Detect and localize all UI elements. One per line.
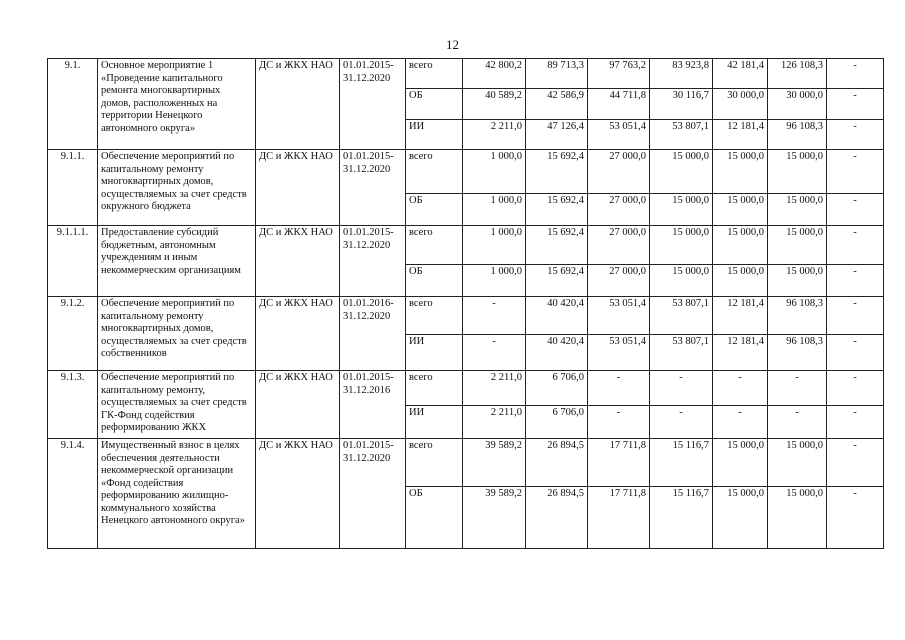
amount-cell: - bbox=[588, 371, 650, 406]
amount-cell: 12 181,4 bbox=[713, 297, 768, 335]
funding-source: ИИ bbox=[406, 406, 463, 439]
funding-source: ОБ bbox=[406, 265, 463, 297]
amount-cell: 1 000,0 bbox=[463, 194, 526, 226]
amount-cell: - bbox=[650, 406, 713, 439]
note-cell: - bbox=[827, 194, 884, 226]
amount-cell: 12 181,4 bbox=[713, 335, 768, 371]
amount-cell: 30 116,7 bbox=[650, 89, 713, 120]
funding-source: всего bbox=[406, 439, 463, 487]
amount-cell: 40 420,4 bbox=[526, 297, 588, 335]
amount-cell: 6 706,0 bbox=[526, 371, 588, 406]
amount-cell: 15 000,0 bbox=[713, 439, 768, 487]
amount-cell: 15 000,0 bbox=[768, 439, 827, 487]
amount-cell: 89 713,3 bbox=[526, 59, 588, 89]
funding-source: всего bbox=[406, 59, 463, 89]
amount-cell: 15 000,0 bbox=[768, 150, 827, 194]
note-cell: - bbox=[827, 297, 884, 335]
amount-cell: 42 586,9 bbox=[526, 89, 588, 120]
amount-cell: 15 116,7 bbox=[650, 439, 713, 487]
item-name: Имущественный взнос в целях обеспечения деятельности некоммерческой организации «Фонд содействия реформированию жилищно-коммунального хозяйства Ненецкого автономного округа» bbox=[98, 439, 256, 549]
amount-cell: 1 000,0 bbox=[463, 265, 526, 297]
item-period: 01.01.2015-31.12.2020 bbox=[340, 226, 406, 297]
table-row bbox=[48, 59, 884, 89]
note-cell: - bbox=[827, 150, 884, 194]
amount-cell: - bbox=[463, 297, 526, 335]
funding-source: ОБ bbox=[406, 194, 463, 226]
item-executor: ДС и ЖКХ НАО bbox=[256, 371, 340, 439]
amount-cell: 53 051,4 bbox=[588, 297, 650, 335]
amount-cell: 83 923,8 bbox=[650, 59, 713, 89]
item-period: 01.01.2016-31.12.2020 bbox=[340, 297, 406, 371]
amount-cell: 15 000,0 bbox=[650, 226, 713, 265]
amount-cell: 30 000,0 bbox=[768, 89, 827, 120]
note-cell: - bbox=[827, 487, 884, 549]
table-row bbox=[48, 439, 884, 487]
amount-cell: 15 000,0 bbox=[713, 265, 768, 297]
table-row bbox=[48, 371, 884, 406]
amount-cell: 53 807,1 bbox=[650, 120, 713, 150]
amount-cell: 1 000,0 bbox=[463, 226, 526, 265]
item-name: Предоставление субсидий бюджетным, автономным учреждениям и иным некоммерческим организациям bbox=[98, 226, 256, 297]
note-cell: - bbox=[827, 371, 884, 406]
amount-cell: 26 894,5 bbox=[526, 487, 588, 549]
item-code: 9.1.1. bbox=[48, 150, 98, 226]
amount-cell: 53 051,4 bbox=[588, 335, 650, 371]
item-code: 9.1. bbox=[48, 59, 98, 150]
amount-cell: - bbox=[713, 371, 768, 406]
amount-cell: - bbox=[588, 406, 650, 439]
funding-source: всего bbox=[406, 226, 463, 265]
amount-cell: 53 807,1 bbox=[650, 297, 713, 335]
amount-cell: - bbox=[768, 371, 827, 406]
amount-cell: 17 711,8 bbox=[588, 439, 650, 487]
amount-cell: 39 589,2 bbox=[463, 487, 526, 549]
amount-cell: 42 181,4 bbox=[713, 59, 768, 89]
amount-cell: 97 763,2 bbox=[588, 59, 650, 89]
amount-cell: - bbox=[768, 406, 827, 439]
item-executor: ДС и ЖКХ НАО bbox=[256, 297, 340, 371]
amount-cell: 15 000,0 bbox=[713, 194, 768, 226]
amount-cell: 15 000,0 bbox=[713, 487, 768, 549]
amount-cell: - bbox=[713, 406, 768, 439]
amount-cell: 2 211,0 bbox=[463, 120, 526, 150]
item-name: Обеспечение мероприятий по капитальному ремонту многоквартирных домов, осуществляемых за счет средств собственников bbox=[98, 297, 256, 371]
amount-cell: 15 000,0 bbox=[768, 265, 827, 297]
amount-cell: 27 000,0 bbox=[588, 194, 650, 226]
amount-cell: 40 589,2 bbox=[463, 89, 526, 120]
funding-source: ОБ bbox=[406, 487, 463, 549]
item-executor: ДС и ЖКХ НАО bbox=[256, 150, 340, 226]
amount-cell: 1 000,0 bbox=[463, 150, 526, 194]
amount-cell: 15 000,0 bbox=[768, 487, 827, 549]
amount-cell: 47 126,4 bbox=[526, 120, 588, 150]
amount-cell: 17 711,8 bbox=[588, 487, 650, 549]
amount-cell: 53 807,1 bbox=[650, 335, 713, 371]
amount-cell: 26 894,5 bbox=[526, 439, 588, 487]
amount-cell: - bbox=[650, 371, 713, 406]
amount-cell: 2 211,0 bbox=[463, 371, 526, 406]
table-row bbox=[48, 297, 884, 335]
amount-cell: 27 000,0 bbox=[588, 226, 650, 265]
note-cell: - bbox=[827, 59, 884, 89]
page-number: 12 bbox=[446, 37, 459, 52]
note-cell: - bbox=[827, 226, 884, 265]
amount-cell: 12 181,4 bbox=[713, 120, 768, 150]
amount-cell: 15 000,0 bbox=[713, 226, 768, 265]
amount-cell: 96 108,3 bbox=[768, 335, 827, 371]
amount-cell: 30 000,0 bbox=[713, 89, 768, 120]
funding-source: ИИ bbox=[406, 335, 463, 371]
funding-source: всего bbox=[406, 297, 463, 335]
amount-cell: - bbox=[463, 335, 526, 371]
note-cell: - bbox=[827, 265, 884, 297]
note-cell: - bbox=[827, 406, 884, 439]
item-code: 9.1.3. bbox=[48, 371, 98, 439]
item-name: Обеспечение мероприятий по капитальному ремонту, осуществляемых за счет средств ГК-Фонд содействия реформированию ЖКХ bbox=[98, 371, 256, 439]
amount-cell: 96 108,3 bbox=[768, 297, 827, 335]
amount-cell: 15 692,4 bbox=[526, 265, 588, 297]
amount-cell: 42 800,2 bbox=[463, 59, 526, 89]
item-executor: ДС и ЖКХ НАО bbox=[256, 439, 340, 549]
amount-cell: 53 051,4 bbox=[588, 120, 650, 150]
amount-cell: 15 000,0 bbox=[650, 150, 713, 194]
amount-cell: 15 000,0 bbox=[768, 226, 827, 265]
table-row bbox=[48, 150, 884, 194]
amount-cell: 15 000,0 bbox=[768, 194, 827, 226]
amount-cell: 6 706,0 bbox=[526, 406, 588, 439]
item-period: 01.01.2015-31.12.2020 bbox=[340, 59, 406, 150]
amount-cell: 15 000,0 bbox=[650, 265, 713, 297]
funding-source: всего bbox=[406, 150, 463, 194]
amount-cell: 39 589,2 bbox=[463, 439, 526, 487]
item-executor: ДС и ЖКХ НАО bbox=[256, 59, 340, 150]
amount-cell: 15 692,4 bbox=[526, 150, 588, 194]
note-cell: - bbox=[827, 439, 884, 487]
item-name: Обеспечение мероприятий по капитальному ремонту многоквартирных домов, осуществляемых за счет средств окружного бюджета bbox=[98, 150, 256, 226]
amount-cell: 15 000,0 bbox=[650, 194, 713, 226]
amount-cell: 2 211,0 bbox=[463, 406, 526, 439]
note-cell: - bbox=[827, 89, 884, 120]
amount-cell: 27 000,0 bbox=[588, 265, 650, 297]
item-code: 9.1.4. bbox=[48, 439, 98, 549]
funding-source: всего bbox=[406, 371, 463, 406]
item-period: 01.01.2015-31.12.2020 bbox=[340, 150, 406, 226]
amount-cell: 96 108,3 bbox=[768, 120, 827, 150]
budget-table bbox=[47, 58, 884, 549]
amount-cell: 126 108,3 bbox=[768, 59, 827, 89]
amount-cell: 40 420,4 bbox=[526, 335, 588, 371]
amount-cell: 27 000,0 bbox=[588, 150, 650, 194]
note-cell: - bbox=[827, 335, 884, 371]
funding-source: ОБ bbox=[406, 89, 463, 120]
item-period: 01.01.2015-31.12.2016 bbox=[340, 371, 406, 439]
item-name: Основное мероприятие 1 «Проведение капитального ремонта многоквартирных домов, расположенных на территории Ненецкого автономного округа» bbox=[98, 59, 256, 150]
funding-source: ИИ bbox=[406, 120, 463, 150]
item-executor: ДС и ЖКХ НАО bbox=[256, 226, 340, 297]
item-code: 9.1.1.1. bbox=[48, 226, 98, 297]
item-period: 01.01.2015-31.12.2020 bbox=[340, 439, 406, 549]
table-row bbox=[48, 226, 884, 265]
amount-cell: 15 116,7 bbox=[650, 487, 713, 549]
note-cell: - bbox=[827, 120, 884, 150]
amount-cell: 15 000,0 bbox=[713, 150, 768, 194]
amount-cell: 15 692,4 bbox=[526, 226, 588, 265]
item-code: 9.1.2. bbox=[48, 297, 98, 371]
amount-cell: 44 711,8 bbox=[588, 89, 650, 120]
amount-cell: 15 692,4 bbox=[526, 194, 588, 226]
